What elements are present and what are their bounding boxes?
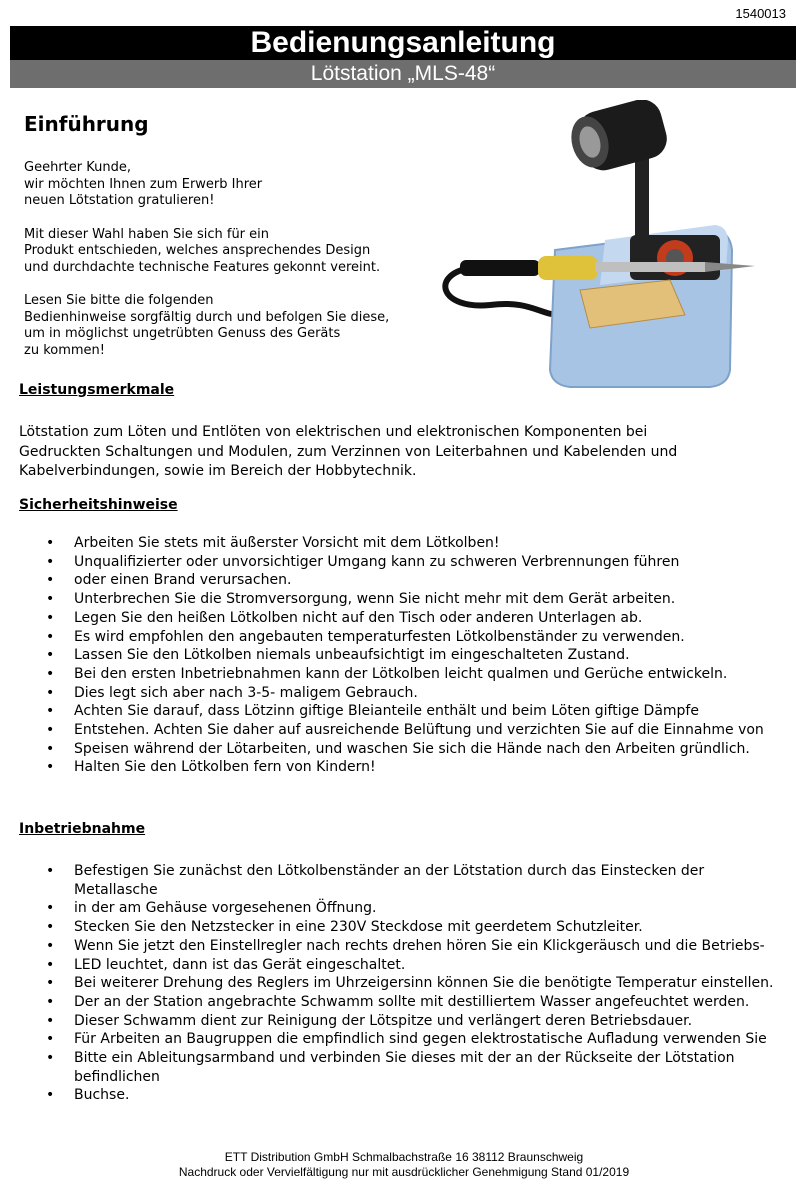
text-line: neuen Lötstation gratulieren!	[24, 193, 215, 208]
list-item: • in der am Gehäuse vorgesehenen Öffnung.	[19, 899, 789, 918]
text-line: Produkt entschieden, welches ansprechendes Design	[24, 243, 371, 258]
list-item: • Bei den ersten Inbetriebnahmen kann der Lötkolben leicht qualmen und Gerüche entwickeln.	[19, 665, 789, 684]
list-item: • Befestigen Sie zunächst den Lötkolbenständer an der Lötstation durch das Einstecken der Metallasche	[19, 862, 789, 899]
intro-paragraph	[24, 227, 404, 277]
text-line: Lötstation zum Löten und Entlöten von elektrischen und elektronischen Komponenten bei	[19, 424, 648, 440]
list-item: • Dieser Schwamm dient zur Reinigung der Lötspitze und verlängert deren Betriebsdauer.	[19, 1012, 789, 1031]
text-line: Bedienhinweise sorgfältig durch und befolgen Sie diese,	[24, 309, 390, 325]
footer-address: ETT Distribution GmbH Schmalbachstraße 16 38112 Braunschweig	[224, 1150, 584, 1164]
list-item: • Arbeiten Sie stets mit äußerster Vorsicht mit dem Lötkolben!	[19, 534, 789, 553]
text-line: Mit dieser Wahl haben Sie sich für ein	[24, 226, 270, 242]
safety-heading: Sicherheitshinweise	[19, 497, 178, 513]
footer-copyright: Nachdruck oder Vervielfältigung nur mit ausdrücklicher Genehmigung Stand 01/2019	[178, 1165, 630, 1179]
text-line: Gedruckten Schaltungen und Modulen, zum Verzinnen von Leiterbahnen und Kabelenden und	[19, 443, 678, 460]
intro-paragraph	[24, 293, 404, 359]
list-item: • Für Arbeiten an Baugruppen die empfindlich sind gegen elektrostatische Aufladung verwenden Sie	[19, 1030, 789, 1049]
list-item-text: Bitte ein Ableitungsarmband und verbinden Sie dieses mit der an der Rückseite der Lötstation	[74, 1050, 735, 1067]
list-item: • Entstehen. Achten Sie daher auf ausreichende Belüftung und verzichten Sie auf die Einnahme von	[19, 721, 789, 740]
document-number: 1540013	[735, 6, 786, 21]
list-item	[19, 1049, 789, 1086]
list-item-continuation: befindlichen	[74, 1068, 160, 1085]
document-subtitle: Lötstation „MLS-48“	[10, 60, 796, 88]
list-item: • Legen Sie den heißen Lötkolben nicht auf den Tisch oder anderen Unterlagen ab.	[19, 609, 789, 628]
list-item: • Stecken Sie den Netzstecker in eine 230V Steckdose mit geerdetem Schutzleiter.	[19, 918, 789, 937]
features-heading: Leistungsmerkmale	[19, 382, 175, 398]
list-item: • Der an der Station angebrachte Schwamm sollte mit destilliertem Wasser angefeuchtet werden.	[19, 993, 789, 1012]
text-line: wir möchten Ihnen zum Erwerb Ihrer	[24, 176, 263, 192]
soldering-station-image	[430, 100, 770, 390]
text-line: und durchdachte technische Features gekonnt vereint.	[24, 259, 381, 275]
list-item: • Lassen Sie den Lötkolben niemals unbeaufsichtigt im eingeschalteten Zustand.	[19, 646, 789, 665]
text-line: um in möglichst ungetrübten Genuss des Geräts	[24, 326, 341, 341]
list-item: • Achten Sie darauf, dass Lötzinn giftige Bleianteile enthält und beim Löten giftige Dämpfe	[19, 702, 789, 721]
list-item: • oder einen Brand verursachen.	[19, 571, 789, 590]
startup-heading: Inbetriebnahme	[19, 821, 146, 837]
intro-heading: Einführung	[24, 112, 149, 136]
intro-paragraph	[24, 160, 404, 210]
list-item: • Dies legt sich aber nach 3-5- maligem Gebrauch.	[19, 684, 789, 703]
document-title: Bedienungsanleitung	[10, 26, 796, 60]
list-item: • Es wird empfohlen den angebauten temperaturfesten Lötkolbenständer zu verwenden.	[19, 628, 789, 647]
list-item: • Wenn Sie jetzt den Einstellregler nach rechts drehen hören Sie ein Klickgeräusch und die Betriebs-	[19, 937, 789, 956]
list-item: • Halten Sie den Lötkolben fern von Kindern!	[19, 758, 789, 777]
intro-text	[24, 160, 404, 376]
safety-list	[19, 534, 789, 777]
text-line: Lesen Sie bitte die folgenden	[24, 293, 214, 308]
list-item: • Unterbrechen Sie die Stromversorgung, wenn Sie nicht mehr mit dem Gerät arbeiten.	[19, 590, 789, 609]
text-line: zu kommen!	[24, 342, 105, 358]
text-line: Geehrter Kunde,	[24, 160, 131, 175]
features-text	[19, 423, 699, 482]
startup-list	[19, 862, 789, 1105]
list-item: • LED leuchtet, dann ist das Gerät eingeschaltet.	[19, 956, 789, 975]
text-line: Kabelverbindungen, sowie im Bereich der Hobbytechnik.	[19, 463, 417, 479]
list-item: • Buchse.	[19, 1086, 789, 1105]
list-item: • Bei weiterer Drehung des Reglers im Uhrzeigersinn können Sie die benötigte Temperatur einstellen.	[19, 974, 789, 993]
list-item: • Speisen während der Lötarbeiten, und waschen Sie sich die Hände nach den Arbeiten gründlich.	[19, 740, 789, 759]
list-item: • Unqualifizierter oder unvorsichtiger Umgang kann zu schweren Verbrennungen führen	[19, 553, 789, 572]
